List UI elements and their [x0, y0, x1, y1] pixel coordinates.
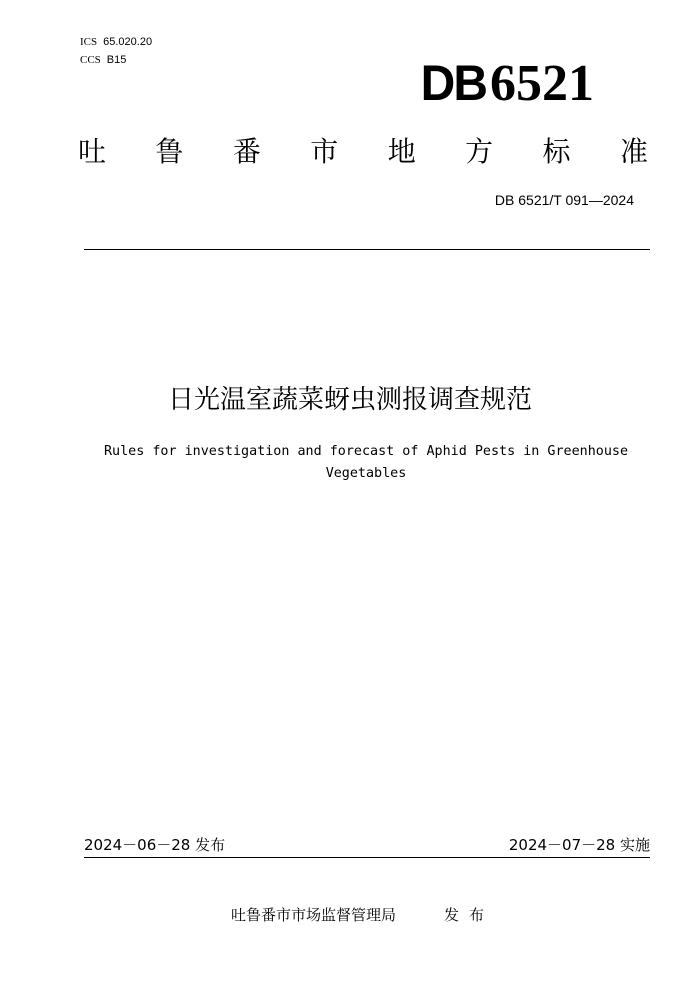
- db-logo-number: 6521: [490, 55, 594, 112]
- standard-type-char: 地: [387, 135, 416, 168]
- header-divider: [84, 249, 650, 250]
- standard-type-char: 方: [465, 135, 494, 168]
- standard-type-char: 准: [619, 135, 648, 168]
- ics-value: 65.020.20: [103, 36, 153, 48]
- ccs-label: CCS: [80, 54, 101, 66]
- issue-date: 2024－06－28 发布: [84, 836, 226, 854]
- standard-type-char: 吐: [78, 135, 107, 168]
- standard-type-char: 标: [542, 135, 571, 168]
- standard-number: DB 6521/T 091—2024: [494, 192, 634, 208]
- ccs-code: [80, 53, 126, 67]
- standard-type-char: 番: [232, 135, 261, 168]
- issue-label: 发布: [444, 906, 495, 924]
- standard-type-char: 鲁: [155, 135, 184, 168]
- standard-type-char: 市: [310, 135, 339, 168]
- document-title-en: Rules for investigation and forecast of Aphid Pests in Greenhouse Vegetables: [103, 444, 629, 481]
- document-title-zh: 日光温室蔬菜蚜虫测报调查规范: [167, 385, 532, 415]
- db-standard-logo: [420, 55, 594, 112]
- issuing-authority: 吐鲁番市市场监督管理局: [231, 906, 397, 924]
- ics-label: ICS: [80, 36, 98, 48]
- ics-code: [80, 35, 152, 49]
- footer-divider: [84, 857, 650, 858]
- ccs-value: B15: [106, 54, 127, 66]
- standard-type-heading: [78, 134, 648, 170]
- implementation-date: 2024－07－28 实施: [508, 836, 650, 854]
- db-logo-letters: DB: [420, 55, 486, 112]
